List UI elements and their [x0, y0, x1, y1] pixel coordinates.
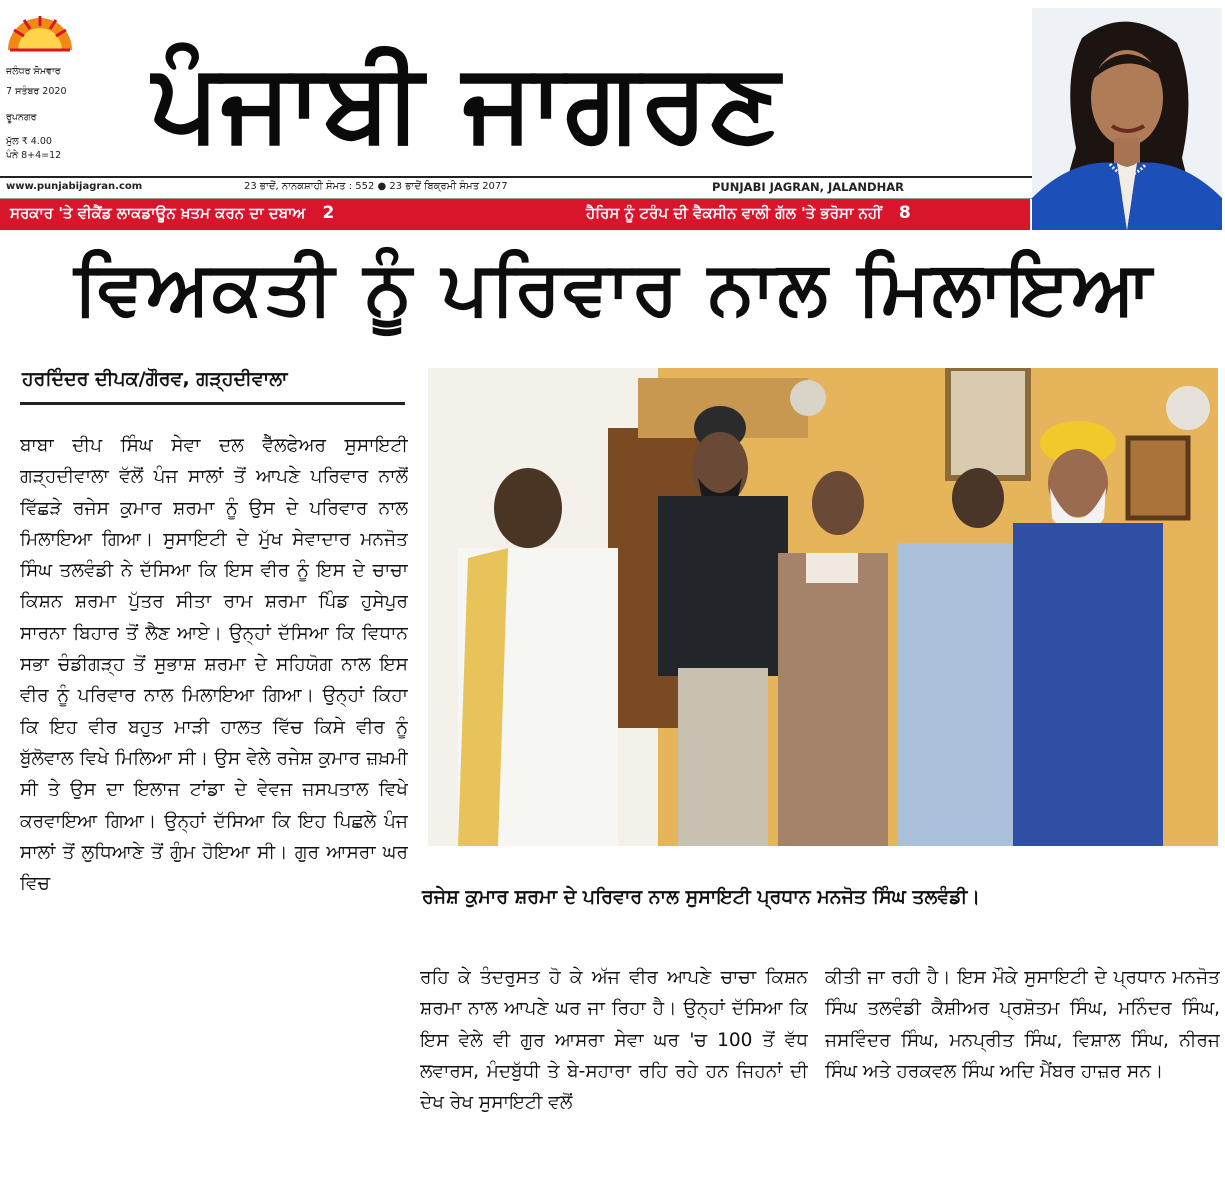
article-column-3: ਕੀਤੀ ਜਾ ਰਹੀ ਹੈ। ਇਸ ਮੌਕੇ ਸੁਸਾਇਟੀ ਦੇ ਪ੍ਰਧਾਨ ਮਨਜੋਤ ਸਿੰਘ ਤਲਵੰਡੀ ਕੈਸ਼ੀਅਰ ਪ੍ਰਸ਼ੋਤਮ ਸਿੰਘ, ਮਨਿੰਦਰ ਸਿੰਘ, ਜਸਵਿੰਦਰ ਸਿੰਘ, ਮਨਪ੍ਰੀਤ ਸਿੰਘ, ਵਿਸ਼ਾਲ ਸਿੰਘ, ਨੀਰਜ ਸਿੰਘ ਅਤੇ ਹਰਕਵਲ ਸਿੰਘ ਅਦਿ ਮੈਂਬਰ ਹਾਜ਼ਰ ਸਨ।: [825, 967, 1220, 1082]
issue-date: 7 ਸਤੰਬਰ 2020: [6, 86, 67, 97]
teaser-bar: [0, 199, 1030, 230]
website: www.punjabijagran.com: [6, 181, 143, 192]
dateline: 23 ਭਾਦੋਂ, ਨਾਨਕਸ਼ਾਹੀ ਸੰਮਤ : 552 ● 23 ਭਾਦੋਂ ਬਿਕ੍ਰਮੀ ਸੰਮਤ 2077: [244, 181, 508, 192]
woman-portrait: [1032, 8, 1222, 230]
masthead: [0, 0, 1225, 236]
price: ਮੁੱਲ ₹ 4.00: [6, 136, 52, 147]
teaser-right-page: 8: [898, 203, 911, 223]
page-count: ਪੰਨੇ 8+4=12: [6, 150, 62, 161]
photo-caption: ਰਜੇਸ਼ ਕੁਮਾਰ ਸ਼ਰਮਾ ਦੇ ਪਰਿਵਾਰ ਨਾਲ ਸੁਸਾਇਟੀ ਪ੍ਰਧਾਨ ਮਨਜੋਤ ਸਿੰਘ ਤਲਵੰਡੀ।: [422, 886, 981, 908]
byline-rule: [20, 402, 405, 405]
newspaper-brand: ਪੰਜਾਬੀ ਜਾਗਰਣ: [150, 40, 781, 165]
byline: ਹਰਦਿੰਦਰ ਦੀਪਕ/ਗੌਰਵ, ਗੜ੍ਹਦੀਵਾਲਾ: [22, 368, 288, 390]
sun-logo-icon: [4, 12, 76, 52]
info-row: [0, 176, 1040, 199]
article-column-2: ਰਹਿ ਕੇ ਤੰਦਰੁਸਤ ਹੋ ਕੇ ਅੱਜ ਵੀਰ ਆਪਣੇ ਚਾਚਾ ਕਿਸ਼ਨ ਸ਼ਰਮਾ ਨਾਲ ਆਪਣੇ ਘਰ ਜਾ ਰਿਹਾ ਹੈ। ਉਨ੍ਹਾਂ ਦੱਸਿਆ ਕਿ ਇਸ ਵੇਲੇ ਵੀ ਗੁਰ ਆਸਰਾ ਸੇਵਾ ਘਰ 'ਚ 100 ਤੋਂ ਵੱਧ ਲਵਾਰਸ, ਮੰਦਬੁੱਧੀ ਤੇ ਬੇ-ਸਹਾਰਾ ਰਹਿ ਰਹੇ ਹਨ ਜਿਹਨਾਂ ਦੀ ਦੇਖ ਰੇਖ ਸੁਸਾਇਟੀ ਵਲੋਂ: [420, 967, 808, 1114]
publisher: PUNJABI JAGRAN, JALANDHAR: [712, 180, 904, 194]
edition-city: ਜਲੰਧਰ ਸੋਮਵਾਰ: [6, 66, 61, 77]
article-column-1: ਬਾਬਾ ਦੀਪ ਸਿੰਘ ਸੇਵਾ ਦਲ ਵੈੱਲਫੇਅਰ ਸੁਸਾਇਟੀ ਗੜ੍ਹਦੀਵਾਲਾ ਵੱਲੋਂ ਪੰਜ ਸਾਲਾਂ ਤੋਂ ਆਪਣੇ ਪਰਿਵਾਰ ਨਾਲੋਂ ਵਿੱਛੜੇ ਰਜੇਸ ਕੁਮਾਰ ਸ਼ਰਮਾ ਨੂੰ ਉਸ ਦੇ ਪਰਿਵਾਰ ਨਾਲ ਮਿਲਾਇਆ ਗਿਆ। ਸੁਸਾਇਟੀ ਦੇ ਮੁੱਖ ਸੇਵਾਦਾਰ ਮਨਜੋਤ ਸਿੰਘ ਤਲਵੰਡੀ ਨੇ ਦੱਸਿਆ ਕਿ ਇਸ ਵੀਰ ਨੂੰ ਇਸ ਦੇ ਚਾਚਾ ਕਿਸ਼ਨ ਸ਼ਰਮਾ ਪੁੱਤਰ ਸੀਤਾ ਰਾਮ ਸ਼ਰਮਾ ਪਿੰਡ ਹੁਸੇਪੁਰ ਸਾਰਨਾ ਬਿਹਾਰ ਤੋਂ ਲੈਣ ਆਏ। ਉਨ੍ਹਾਂ ਦੱਸਿਆ ਕਿ ਵਿਧਾਨ ਸਭਾ ਚੰਡੀਗੜ੍ਹ ਤੋਂ ਸੁਭਾਸ਼ ਸ਼ਰਮਾ ਦੇ ਸਹਿਯੋਗ ਨਾਲ ਇਸ ਵੀਰ ਨੂੰ ਪਰਿਵਾਰ ਨਾਲ ਮਿਲਾਇਆ ਗਿਆ। ਉਨ੍ਹਾਂ ਕਿਹਾ ਕਿ ਇਹ ਵੀਰ ਬਹੁਤ ਮਾੜੀ ਹਾਲਤ ਵਿੱਚ ਕਿਸੇ ਵੀਰ ਨੂੰ ਬੁੱਲੋਵਾਲ ਵਿਖੇ ਮਿਲਿਆ ਸੀ। ਉਸ ਵੇਲੇ ਰਜੇਸ਼ ਕੁਮਾਰ ਜ਼ਖ਼ਮੀ ਸੀ ਤੇ ਉਸ ਦਾ ਇਲਾਜ ਟਾਂਡਾ ਦੇ ਵੇਵਜ ਜਸਪਤਾਲ ਵਿਖੇ ਕਰਵਾਇਆ ਗਿਆ। ਉਨ੍ਹਾਂ ਦੱਸਿਆ ਕਿ ਇਹ ਪਿਛਲੇ ਪੰਜ ਸਾਲਾਂ ਤੋਂ ਲੁਧਿਆਣੇ ਤੋਂ ਗੁੰਮ ਹੋਇਆ ਸੀ। ਗੁਰ ਆਸਰਾ ਘਰ ਵਿਚ: [20, 435, 408, 895]
headline: ਵਿਅਕਤੀ ਨੂੰ ਪਰਿਵਾਰ ਨਾਲ ਮਿਲਾਇਆ: [74, 245, 1154, 331]
teaser-left: ਸਰਕਾਰ 'ਤੇ ਵੀਕੈਂਡ ਲਾਕਡਾਊਨ ਖ਼ਤਮ ਕਰਨ ਦਾ ਦਬਾਅ 2: [10, 203, 335, 223]
teaser-right: ਹੈਰਿਸ ਨੂੰ ਟਰੰਪ ਦੀ ਵੈਕਸੀਨ ਵਾਲੀ ਗੱਲ 'ਤੇ ਭਰੋਸਾ ਨਹੀਂ 8: [586, 203, 911, 223]
teaser-left-page: 2: [322, 203, 335, 223]
group-photo: [428, 368, 1218, 846]
sub-edition: ਰੂਪਨਗਰ: [6, 112, 37, 123]
